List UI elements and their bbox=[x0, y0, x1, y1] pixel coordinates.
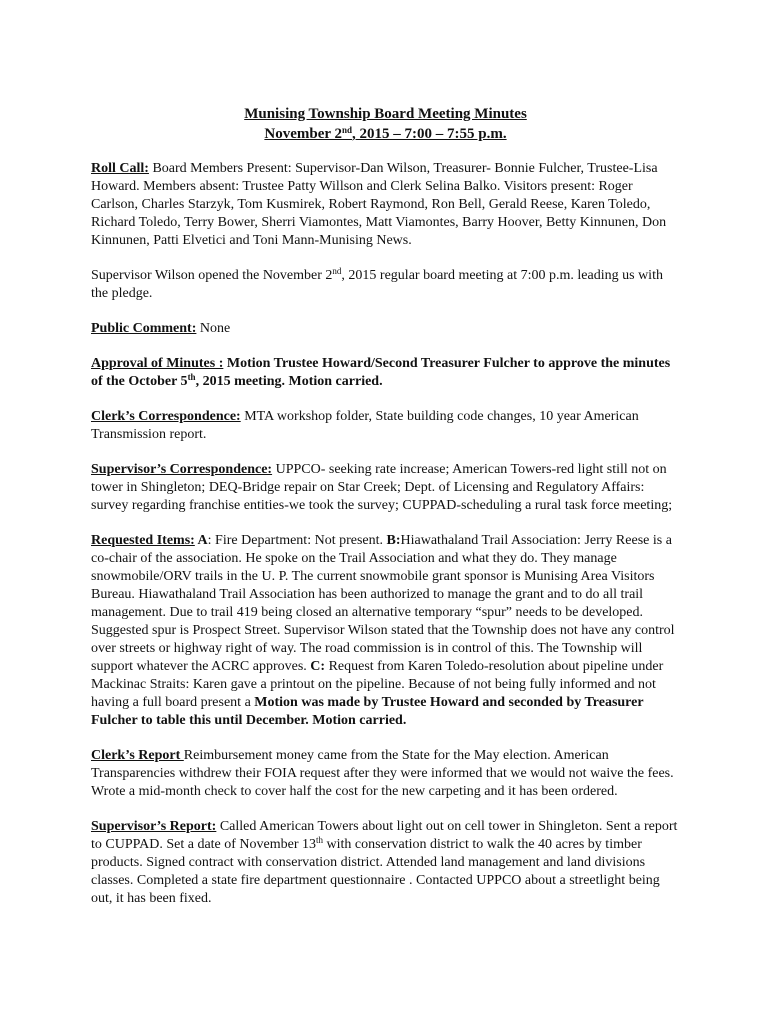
roll-call-paragraph bbox=[91, 160, 680, 250]
supervisor-correspondence-paragraph bbox=[91, 461, 680, 515]
opening-paragraph: Supervisor Wilson opened the November 2nd, 2015 regular board meeting at 7:00 p.m. leading us with the pledge. bbox=[91, 266, 663, 301]
clerk-report-text: Reimbursement money came from the State for the May election. American Transparencies withdrew their FOIA request after they were informed that we would not waive the fees. Wrote a mid-month check to cover half the cost for the new carpeting and it has been ordered. bbox=[91, 748, 674, 799]
document-title bbox=[91, 104, 680, 144]
requested-items-heading: Requested Items: bbox=[91, 533, 195, 548]
approval-heading: Approval of Minutes : bbox=[91, 356, 224, 371]
public-comment-text: None bbox=[196, 321, 231, 336]
title-line-2: November 2nd, 2015 – 7:00 – 7:55 p.m. bbox=[264, 125, 507, 142]
supervisor-report-paragraph: Supervisor’s Report: Called American Towers about light out on cell tower in Shingleton. Sent a report to CUPPAD. Set a date of November 13th with conservation district to walk the 40 acres by timber products. Signed contract with conservation district. Attended land management and land divisions classes. Completed a state fire department questionnaire . Contacted UPPCO about a streetlight being out, it has been fixed. bbox=[91, 819, 678, 906]
public-comment-paragraph bbox=[91, 320, 680, 338]
roll-call-heading: Roll Call: bbox=[91, 161, 149, 176]
clerk-correspondence-heading: Clerk’s Correspondence: bbox=[91, 409, 241, 424]
supervisor-correspondence-heading: Supervisor’s Correspondence: bbox=[91, 462, 273, 477]
supervisor-correspondence-text: UPPCO- seeking rate increase; American Towers-red light still not on tower in Shingleton; DEQ-Bridge repair on Star Creek; Dept. of Licensing and Regulatory Affairs: survey regarding franchise entities-we took the survey; CUPPAD-scheduling a rural task force meeting; bbox=[91, 462, 673, 513]
supervisor-report-heading: Supervisor’s Report: bbox=[91, 819, 217, 834]
title-line-1: Munising Township Board Meeting Minutes bbox=[244, 106, 527, 122]
clerk-report-heading: Clerk’s Report bbox=[91, 748, 184, 763]
motion-text: Motion was made by Trustee Howard and seconded by Treasurer Fulcher to table this until December. Motion carried. bbox=[91, 695, 644, 728]
roll-call-text: Board Members Present: Supervisor-Dan Wilson, Treasurer- Bonnie Fulcher, Trustee-Lisa Howard. Members absent: Trustee Patty Willson and Clerk Selina Balko. Visitors present: Roger Carlson, Charles Starzyk, Tom Kusmirek, Robert Raymond, Ron Bell, Gerald Reese, Karen Toledo, Richard Toledo, Terry Bower, Sherri Viamontes, Matt Viamontes, Barry Hoover, Betty Kinnunen, Don Kinnunen, Patti Elvetici and Toni Mann-Munising News. bbox=[91, 161, 667, 248]
clerk-correspondence-text: MTA workshop folder, State building code changes, 10 year American Transmission report. bbox=[91, 409, 639, 442]
requested-items-paragraph: Requested Items: A: Fire Department: Not present. B:Hiawathaland Trail Association: Jerry Reese is a co-chair of the association. He spoke on the Trail Association and what they do. They manage snowmobile/ORV trails in the U. P. The current snowmobile grant sponsor is Munising Area Visitors Bureau. Hiawathaland Trail Association has been authorized to manage the grant and to do all trail management. Due to trail 419 being closed an alternative temporary “spur” needs to be developed. Suggested spur is Prospect Street. Supervisor Wilson stated that the Township does not have any control over streets or highway right of way. The road commission is in control of this. The Township will support whatever the ACRC approves. C: Request from Karen Toledo-resolution about pipeline under Mackinac Straits: Karen gave a printout on the pipeline. Because of not being fully informed and not having a full board present a Motion was made by Trustee Howard and seconded by Treasurer Fulcher to table this until December. Motion carried. bbox=[91, 533, 675, 728]
public-comment-heading: Public Comment: bbox=[91, 321, 197, 336]
approval-paragraph: Approval of Minutes : Motion Trustee Howard/Second Treasurer Fulcher to approve the minutes of the October 5th, 2015 meeting. Motion carried. bbox=[91, 356, 671, 389]
clerk-correspondence-paragraph bbox=[91, 408, 680, 444]
clerk-report-paragraph bbox=[91, 747, 680, 801]
